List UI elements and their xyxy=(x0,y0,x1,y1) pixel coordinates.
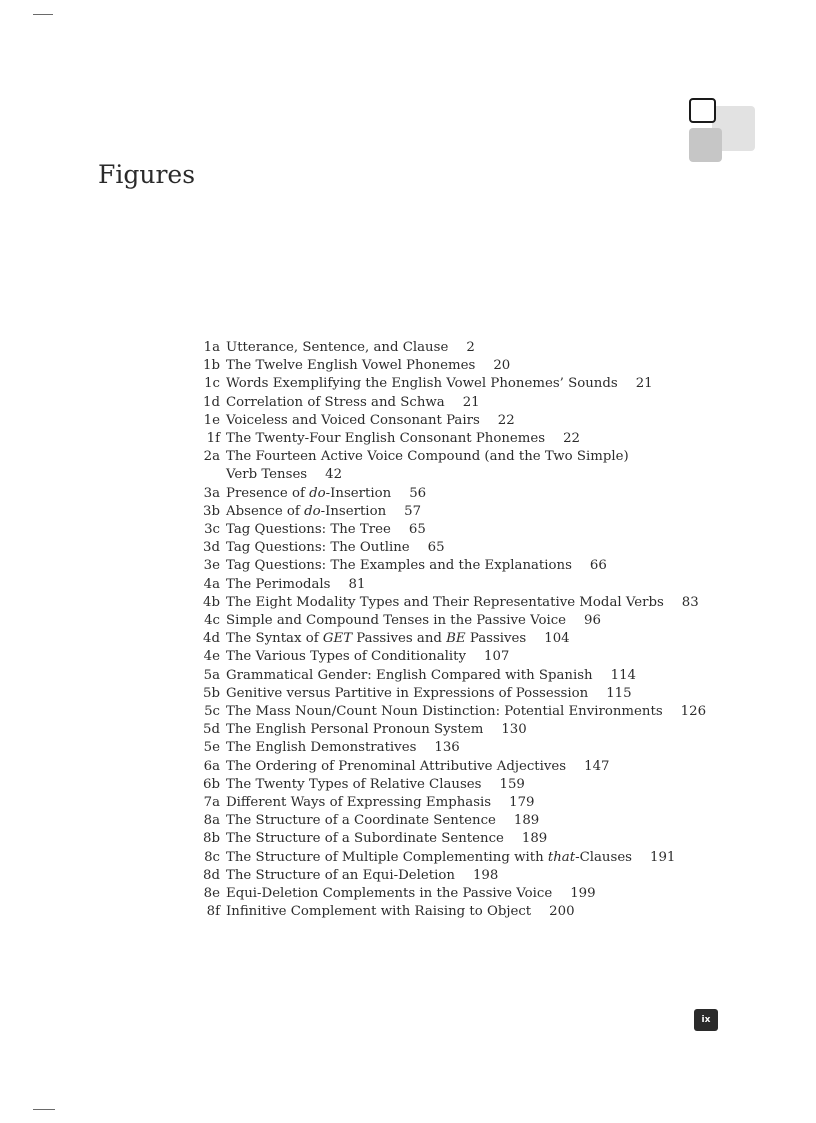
figure-entry xyxy=(180,667,706,685)
figure-title-text: -Insertion xyxy=(320,503,387,519)
figure-page: 66 xyxy=(589,558,607,574)
figure-entry xyxy=(180,430,706,448)
figure-number: 1d xyxy=(203,394,220,410)
figure-number: 8c xyxy=(204,849,220,865)
figure-title-text: Equi-Deletion Complements in the Passive Voice xyxy=(226,886,553,902)
figure-entry xyxy=(180,357,706,375)
figure-entry xyxy=(180,849,706,867)
figure-page: 136 xyxy=(434,740,460,756)
figure-number: 6a xyxy=(203,758,220,774)
figure-title-text: Correlation of Stress and Schwa xyxy=(226,394,445,410)
figure-page: 81 xyxy=(348,576,366,592)
figure-title-text: Simple and Compound Tenses in the Passive Voice xyxy=(226,613,567,629)
figure-number: 1b xyxy=(203,358,220,374)
figure-entry xyxy=(180,885,706,903)
figure-title-italic: do xyxy=(304,503,321,519)
page-title: Figures xyxy=(98,160,196,189)
figure-title-text: The Structure of a Coordinate Sentence xyxy=(226,813,496,829)
figure-number: 3d xyxy=(203,540,220,556)
figure-title-text: The Various Types of Conditionality xyxy=(226,649,466,665)
figure-entry xyxy=(180,794,706,812)
figure-number: 8e xyxy=(203,886,220,902)
figure-number: 3e xyxy=(203,558,220,574)
figure-title-text: Tag Questions: The Examples and the Explanations xyxy=(226,558,572,574)
figure-page: 114 xyxy=(610,667,637,683)
figure-title-italic: GET xyxy=(322,631,353,647)
figure-title-text: The Structure of an Equi-Deletion xyxy=(226,867,455,883)
figure-title-text: Passives xyxy=(465,631,527,647)
figure-number: 8b xyxy=(203,831,220,847)
figure-entry xyxy=(180,630,706,648)
figure-number: 1a xyxy=(203,340,220,355)
figure-number: 6b xyxy=(203,776,220,792)
figure-number: 1f xyxy=(206,431,220,447)
figure-title xyxy=(226,830,547,848)
figure-page: 21 xyxy=(462,394,480,410)
figure-title xyxy=(226,758,610,776)
figure-entry xyxy=(180,830,706,848)
figure-entry xyxy=(180,539,706,557)
figure-title-text: The Structure of Multiple Complementing with xyxy=(226,849,548,865)
figure-title-text: The Twelve English Vowel Phonemes xyxy=(226,358,476,374)
figure-number: 5c xyxy=(204,704,220,720)
figure-number: 4d xyxy=(203,631,220,647)
figure-title xyxy=(226,594,699,612)
figure-title xyxy=(226,557,607,575)
figure-page: 56 xyxy=(409,485,427,501)
figure-title-text: Infinitive Complement with Raising to Object xyxy=(226,904,532,920)
figure-page: 65 xyxy=(427,540,445,556)
figure-entry xyxy=(180,648,706,666)
figure-title-text: The Eight Modality Types and Their Representative Modal Verbs xyxy=(226,594,664,610)
figure-title-text: Passives and xyxy=(352,631,447,647)
figure-entry xyxy=(180,521,706,539)
figure-title-text: The Structure of a Subordinate Sentence xyxy=(226,831,504,847)
figure-page: 2 xyxy=(466,340,475,355)
figure-title xyxy=(226,485,426,503)
figure-page: 104 xyxy=(544,631,570,647)
figure-title-text: -Clauses xyxy=(575,849,633,865)
figure-title-text: The English Demonstratives xyxy=(226,740,417,756)
figure-number: 5e xyxy=(203,740,220,756)
figure-number: 4c xyxy=(204,613,220,629)
figure-entry xyxy=(180,739,706,757)
figure-number: 3a xyxy=(203,485,220,501)
chapter-decoration xyxy=(680,95,760,170)
figure-title xyxy=(226,375,653,393)
figure-entry xyxy=(180,703,706,721)
figure-title xyxy=(226,903,575,921)
figure-title xyxy=(226,521,426,539)
figure-entry xyxy=(180,721,706,739)
figure-entry xyxy=(180,812,706,830)
crop-mark-top xyxy=(33,14,53,15)
figure-title xyxy=(226,539,445,557)
figure-title-text: Verb Tenses xyxy=(226,467,308,483)
figure-number: 4b xyxy=(203,594,220,610)
figure-title xyxy=(226,448,629,466)
figure-number: 8a xyxy=(203,813,220,829)
figure-number: 4e xyxy=(203,649,220,665)
figure-entry xyxy=(180,776,706,794)
figure-title xyxy=(226,357,510,375)
figure-entry xyxy=(180,612,706,630)
figure-title-text: Tag Questions: The Tree xyxy=(226,522,391,538)
figure-page: 147 xyxy=(584,758,610,774)
figure-number: 5a xyxy=(203,667,220,683)
figure-title-text: Utterance, Sentence, and Clause xyxy=(226,340,449,355)
figure-page: 198 xyxy=(472,867,499,883)
figure-title-text: The Mass Noun/Count Noun Distinction: Potential Environments xyxy=(226,704,663,720)
figure-title-text: The Syntax of xyxy=(226,631,323,647)
figure-page: 126 xyxy=(680,704,707,720)
figure-title xyxy=(226,812,539,830)
figure-entry xyxy=(180,339,706,357)
figure-number: 8f xyxy=(206,904,220,920)
figure-entry xyxy=(180,685,706,703)
figure-entry xyxy=(180,503,706,521)
figure-page: 130 xyxy=(501,722,527,738)
figure-page: 57 xyxy=(404,503,422,519)
figure-number: 3b xyxy=(203,503,220,519)
figure-title-text: -Insertion xyxy=(325,485,392,501)
figure-page: 83 xyxy=(681,594,699,610)
figure-title-italic: do xyxy=(309,485,326,501)
figure-entry xyxy=(180,758,706,776)
figure-entry xyxy=(180,466,706,484)
figure-title xyxy=(226,703,706,721)
figure-entry xyxy=(180,485,706,503)
figure-page: 22 xyxy=(563,431,581,447)
figure-title xyxy=(226,849,675,867)
figure-title xyxy=(226,630,570,648)
figure-entry xyxy=(180,557,706,575)
figure-entry xyxy=(180,594,706,612)
figure-title xyxy=(226,503,421,521)
figure-title xyxy=(226,576,365,594)
figure-page: 96 xyxy=(584,613,601,629)
figure-page: 179 xyxy=(509,795,535,811)
figure-title-text: The Fourteen Active Voice Compound (and the Two Simple) xyxy=(226,449,629,465)
figure-entry xyxy=(180,867,706,885)
decor-square-outline xyxy=(689,98,716,123)
figure-entry xyxy=(180,394,706,412)
figure-title-text: Absence of xyxy=(226,503,305,519)
figure-page: 107 xyxy=(484,649,510,665)
figure-page: 20 xyxy=(493,358,511,374)
figure-page: 22 xyxy=(497,412,515,428)
figure-page: 115 xyxy=(606,685,632,701)
figure-page: 200 xyxy=(549,904,575,920)
figure-title xyxy=(226,685,632,703)
figure-title xyxy=(226,794,535,812)
figure-title-italic: that xyxy=(547,849,576,865)
figure-title xyxy=(226,867,498,885)
figure-title-text: Presence of xyxy=(226,485,310,501)
figure-title-text: The English Personal Pronoun System xyxy=(226,722,484,738)
figure-title-text: The Ordering of Prenominal Attributive Adjectives xyxy=(226,758,567,774)
page-number-badge: ix xyxy=(694,1009,718,1031)
figure-entry xyxy=(180,412,706,430)
figure-title-text: Grammatical Gender: English Compared with Spanish xyxy=(226,667,593,683)
figure-page: 191 xyxy=(650,849,676,865)
figure-title xyxy=(226,648,509,666)
figure-entry xyxy=(180,576,706,594)
figure-number: 7a xyxy=(203,795,220,811)
figure-title-text: The Twenty Types of Relative Clauses xyxy=(226,776,482,792)
figure-title-text: Voiceless and Voiced Consonant Pairs xyxy=(226,412,480,428)
figure-title-text: Words Exemplifying the English Vowel Phonemes’ Sounds xyxy=(226,376,618,392)
figure-title xyxy=(226,721,527,739)
figure-title xyxy=(226,885,596,903)
figure-title-text: Different Ways of Expressing Emphasis xyxy=(226,795,492,811)
figure-entry xyxy=(180,903,706,921)
figure-title-text: The Twenty-Four English Consonant Phonemes xyxy=(226,431,546,447)
figure-title xyxy=(226,612,601,630)
figure-number: 5d xyxy=(203,722,220,738)
figure-page: 189 xyxy=(513,813,540,829)
figure-title-text: Tag Questions: The Outline xyxy=(226,540,410,556)
figure-page: 21 xyxy=(635,376,653,392)
figure-page: 159 xyxy=(499,776,525,792)
figure-number: 4a xyxy=(203,576,220,592)
figure-title xyxy=(226,776,525,794)
figure-page: 189 xyxy=(521,831,548,847)
figure-number: 2a xyxy=(203,449,220,465)
figure-title xyxy=(226,466,342,484)
decor-square-mid xyxy=(689,128,722,162)
crop-mark-bottom xyxy=(33,1109,55,1110)
figure-title xyxy=(226,667,636,685)
figure-title-italic: BE xyxy=(446,631,466,647)
figure-page: 42 xyxy=(325,467,343,483)
figure-number: 1e xyxy=(203,412,220,428)
figure-title xyxy=(226,412,515,430)
figure-title-text: Genitive versus Partitive in Expressions of Possession xyxy=(226,685,589,701)
figure-title xyxy=(226,339,475,357)
figure-title xyxy=(226,394,480,412)
figure-page: 199 xyxy=(570,886,596,902)
figure-title-text: The Perimodals xyxy=(226,576,331,592)
figure-number: 5b xyxy=(203,685,220,701)
figure-page: 65 xyxy=(408,522,426,538)
figure-entry xyxy=(180,375,706,393)
figure-entry xyxy=(180,448,706,466)
figure-number: 3c xyxy=(204,522,220,538)
figure-list xyxy=(180,339,706,922)
figure-title xyxy=(226,739,460,757)
figure-number: 1c xyxy=(204,376,220,392)
figure-title xyxy=(226,430,580,448)
figure-number: 8d xyxy=(203,867,220,883)
